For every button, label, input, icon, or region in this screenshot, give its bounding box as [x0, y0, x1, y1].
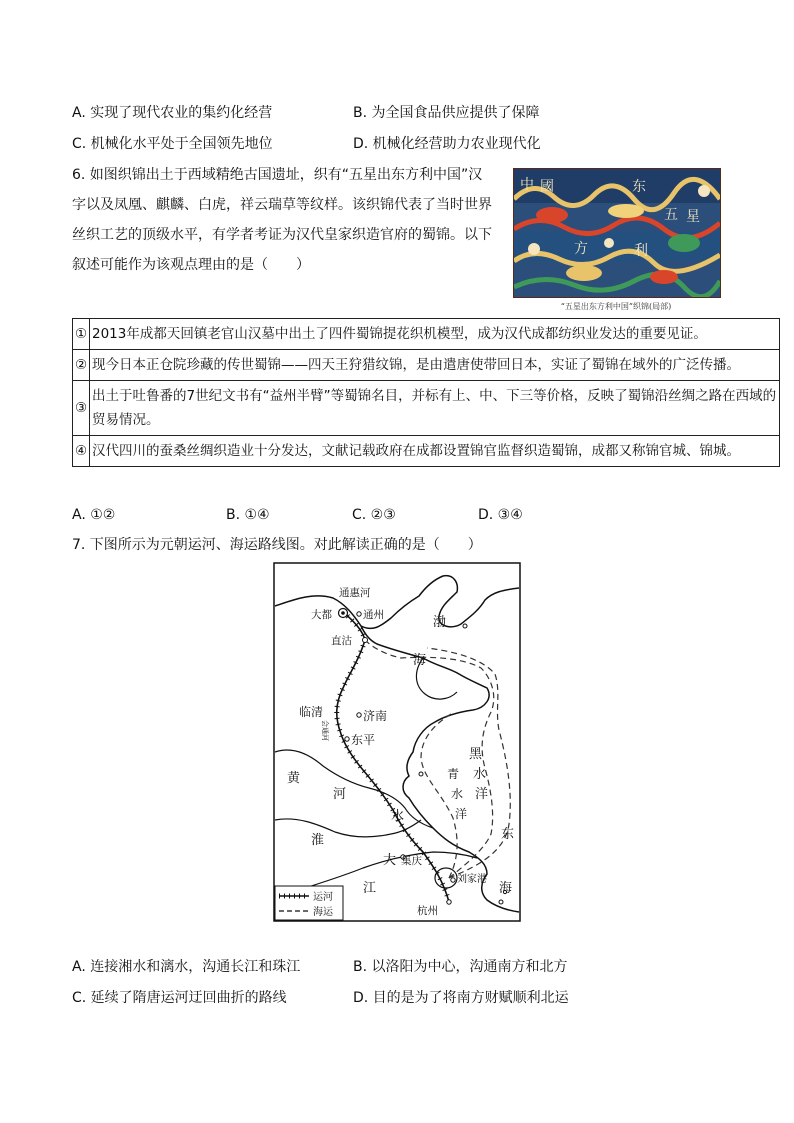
label-shui3: 水 — [391, 809, 405, 824]
table-row — [73, 319, 780, 350]
row-text: 出土于吐鲁番的7世纪文书有“益州半臂”等蜀锦名目，并标有上、中、下三等价格，反映了蜀锦沿丝绸之路在西域的贸易情况。 — [90, 381, 780, 436]
label-yang: 洋 — [455, 807, 468, 821]
label-huai: 淮 — [311, 833, 325, 848]
row-text: 汉代四川的蚕桑丝绸织造业十分发达，文献记载政府在成都设置锦官监督织造蜀锦，成都又称锦官城、锦城。 — [90, 436, 780, 467]
q5-option-a: A. 实现了现代农业的集约化经营 — [72, 105, 273, 121]
brocade-glyph: 中 — [520, 177, 534, 193]
label-da: 大 — [383, 853, 397, 868]
q5-option-d: D. 机械化经营助力农业现代化 — [353, 136, 541, 152]
label-jiqing: 集庆 — [401, 855, 422, 867]
table-row — [73, 381, 780, 436]
label-he: 河 — [333, 787, 347, 802]
legend-sea: 海运 — [313, 907, 333, 918]
label-yang2: 洋 — [475, 787, 489, 802]
q7-option-b: B. 以洛阳为中心，沟通南方和北方 — [353, 959, 568, 975]
label-jiang: 江 — [363, 881, 377, 896]
label-hai: 海 — [413, 653, 427, 668]
q6-stem-line-1: 6. 如图织锦出土于西域精绝古国遗址，织有“五星出东方利中国”汉 — [72, 167, 483, 183]
row-number: ② — [73, 350, 90, 381]
brocade-glyph: 國 — [540, 179, 554, 195]
label-shui2: 水 — [473, 767, 487, 782]
label-qing: 青 — [447, 767, 460, 781]
q7-option-a: A. 连接湘水和漓水，沟通长江和珠江 — [72, 959, 301, 975]
brocade-glyph: 利 — [634, 243, 648, 259]
label-zhigu: 直沽 — [331, 635, 352, 647]
row-text: 2013年成都天回镇老官山汉墓中出土了四件蜀锦提花织机模型，成为汉代成都纺织业发达的重要见证。 — [90, 319, 780, 350]
hangzhou-marker — [447, 900, 451, 904]
row-number: ① — [73, 319, 90, 350]
label-dadu: 大都 — [311, 609, 332, 621]
q7-option-d: D. 目的是为了将南方财赋顺利北运 — [353, 990, 569, 1006]
jinan-marker — [357, 713, 361, 717]
label-tongzhou: 通州 — [363, 609, 384, 621]
q6-option-d: D. ③④ — [478, 507, 523, 523]
brocade-image — [513, 168, 721, 298]
table-row — [73, 436, 780, 467]
label-huang: 黄 — [287, 771, 301, 786]
q7-option-c: C. 延续了隋唐运河迂回曲折的路线 — [72, 990, 287, 1006]
label-bo: 渤 — [433, 615, 447, 630]
label-dongping: 东平 — [351, 733, 376, 747]
row-number: ③ — [73, 381, 90, 436]
q6-option-a: A. ①② — [72, 507, 116, 523]
brocade-glyph: 五 — [664, 207, 678, 223]
brocade-pattern — [514, 169, 720, 297]
label-huitonghe: 会通河 — [321, 720, 329, 741]
brocade-glyph: 东 — [632, 179, 646, 195]
label-jinan: 济南 — [363, 709, 388, 723]
q5-option-b: B. 为全国食品供应提供了保障 — [353, 105, 540, 121]
row-number: ④ — [73, 436, 90, 467]
q6-stem — [72, 160, 502, 280]
brocade-glyph: 星 — [686, 209, 700, 225]
tongzhou-marker — [357, 612, 361, 616]
row-text: 现今日本正仓院珍藏的传世蜀锦——四天王狩猎纹锦，是由遣唐使带回日本，实证了蜀锦在域外的广泛传播。 — [90, 350, 780, 381]
label-shui: 水 — [451, 787, 464, 801]
q6-evidence-table — [72, 318, 780, 467]
label-dong: 东 — [501, 827, 515, 842]
q6-option-c: C. ②③ — [352, 507, 396, 523]
label-linqing: 临清 — [299, 705, 324, 719]
q7-stem: 7. 下图所示为元朝运河、海运路线图。对此解读正确的是（ ） — [72, 537, 482, 553]
label-hai2: 海 — [499, 881, 513, 896]
dongping-marker — [345, 737, 349, 741]
q6-stem-line-2: 字以及凤凰、麒麟、白虎，祥云瑞草等纹样。该织锦代表了当时世界 — [72, 197, 492, 213]
zhigu-marker — [363, 638, 368, 643]
label-liujiagang: 刘家港 — [457, 874, 487, 885]
q6-stem-line-3: 丝织工艺的顶级水平，有学者考证为汉代皇家织造官府的蜀锦。以下 — [72, 227, 492, 243]
legend-canal: 运河 — [313, 892, 333, 903]
brocade-caption: “五星出东方利中国”织锦(局部) — [560, 302, 672, 311]
label-hangzhou: 杭州 — [417, 905, 438, 917]
q6-option-b: B. ①④ — [226, 507, 270, 523]
liujiagang-marker — [451, 878, 455, 882]
label-hei: 黑 — [469, 747, 483, 762]
label-tonghuihe: 通惠河 — [339, 587, 371, 599]
brocade-glyph: 方 — [574, 241, 588, 257]
map-legend — [275, 886, 343, 920]
q6-stem-line-4: 叙述可能作为该观点理由的是（ ） — [72, 257, 310, 273]
yuan-canal-sea-route-map — [273, 562, 521, 922]
table-row — [73, 350, 780, 381]
q5-option-c: C. 机械化水平处于全国领先地位 — [72, 136, 273, 152]
